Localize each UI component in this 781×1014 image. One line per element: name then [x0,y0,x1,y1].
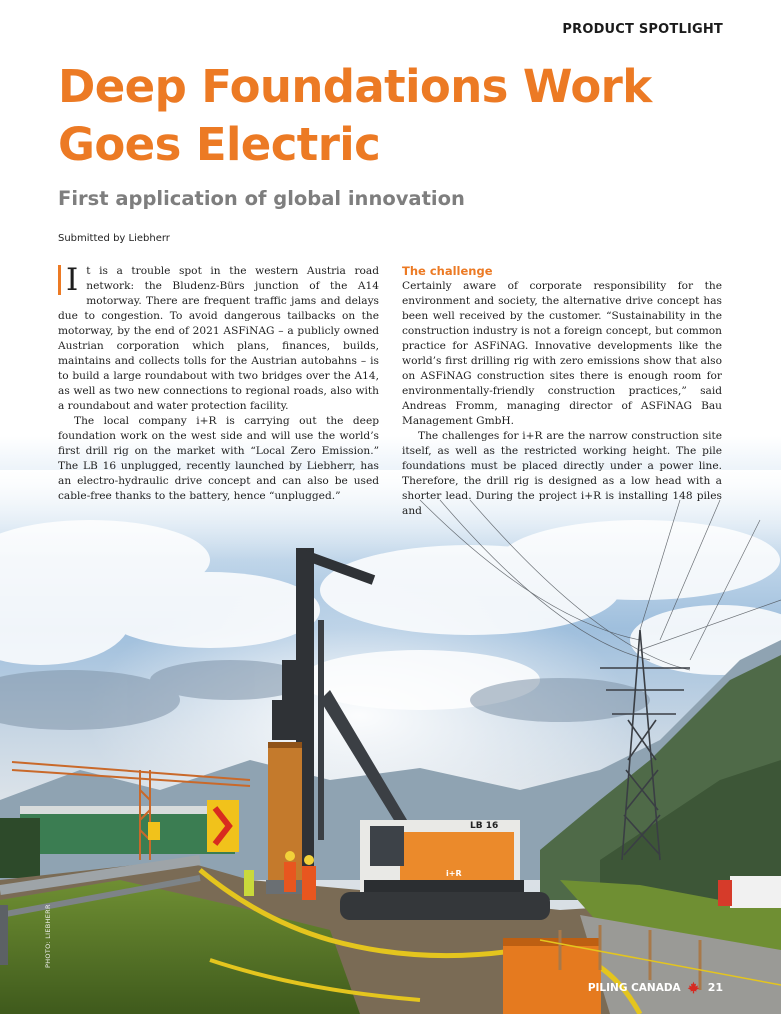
article-subtitle: First application of global innovation [58,187,465,210]
right-column [402,264,722,519]
article-title: Deep Foundations Work Goes Electric [58,60,652,171]
paragraph-intro [58,264,379,414]
page-footer [588,981,723,994]
rig-brand-text: i+R [446,869,462,878]
paragraph-local-company: The local company i+R is carrying out the deep foundation work on the west side and will use the world’s first drill rig on the market with “Local Zero Emission.” The LB 16 unplugged, recently launched by Liebherr, has an electro-hydraulic drive concept and can also be used cable-free thanks to the battery, hence “unplugged.” [58,415,379,502]
left-column [58,264,379,504]
page-number: 21 [707,981,723,994]
article-byline: Submitted by Liebherr [58,233,170,244]
photo-credit: PHOTO: LIEBHERR [44,904,52,968]
rig-label-text: LB 16 [470,821,499,831]
paragraph-responsibility: Certainly aware of corporate responsibility for the environment and society, the alternative drive concept has been well received by the customer. “Sustainability in the construction industry is not a foreign concept, but common practice for ASFiNAG. Innovative developments like the world’s first drilling rig with zero emissions show that also on ASFiNAG construction sites there is enough room for environmentally-friendly construction practices,” said Andreas Fromm, managing director of ASFiNAG Bau Management GmbH. [402,280,722,427]
section-label: PRODUCT SPOTLIGHT [562,22,723,37]
subhead-challenge: The challenge [402,264,493,278]
publication-name: PILING CANADA [587,981,681,994]
paragraph-challenges: The challenges for i+R are the narrow construction site itself, as well as the restricted working height. The pile foundations must be placed directly under a power line. Therefore, the drill rig is designed as a low head with a shorter lead. During the project i+R is installing 148 piles and [402,430,722,517]
dropcap-letter: I [58,265,78,295]
paragraph-intro-text: t is a trouble spot in the western Austria road network: the Bludenz-Bürs junction of the A14 motorway. There are frequent traffic jams and delays due to congestion. To avoid dangerous tailbacks on the motorway, by the end of 2021 ASFiNAG – a publicly owned Austrian corporation which plans, finances, builds, maintains and collects tolls for the Austrian autobahns – is to build a large roundabout with two bridges over the A14, as well as two new connections to regional roads, also with a roundabout and water protection facility. [58,265,379,412]
maple-leaf-icon [687,981,700,994]
